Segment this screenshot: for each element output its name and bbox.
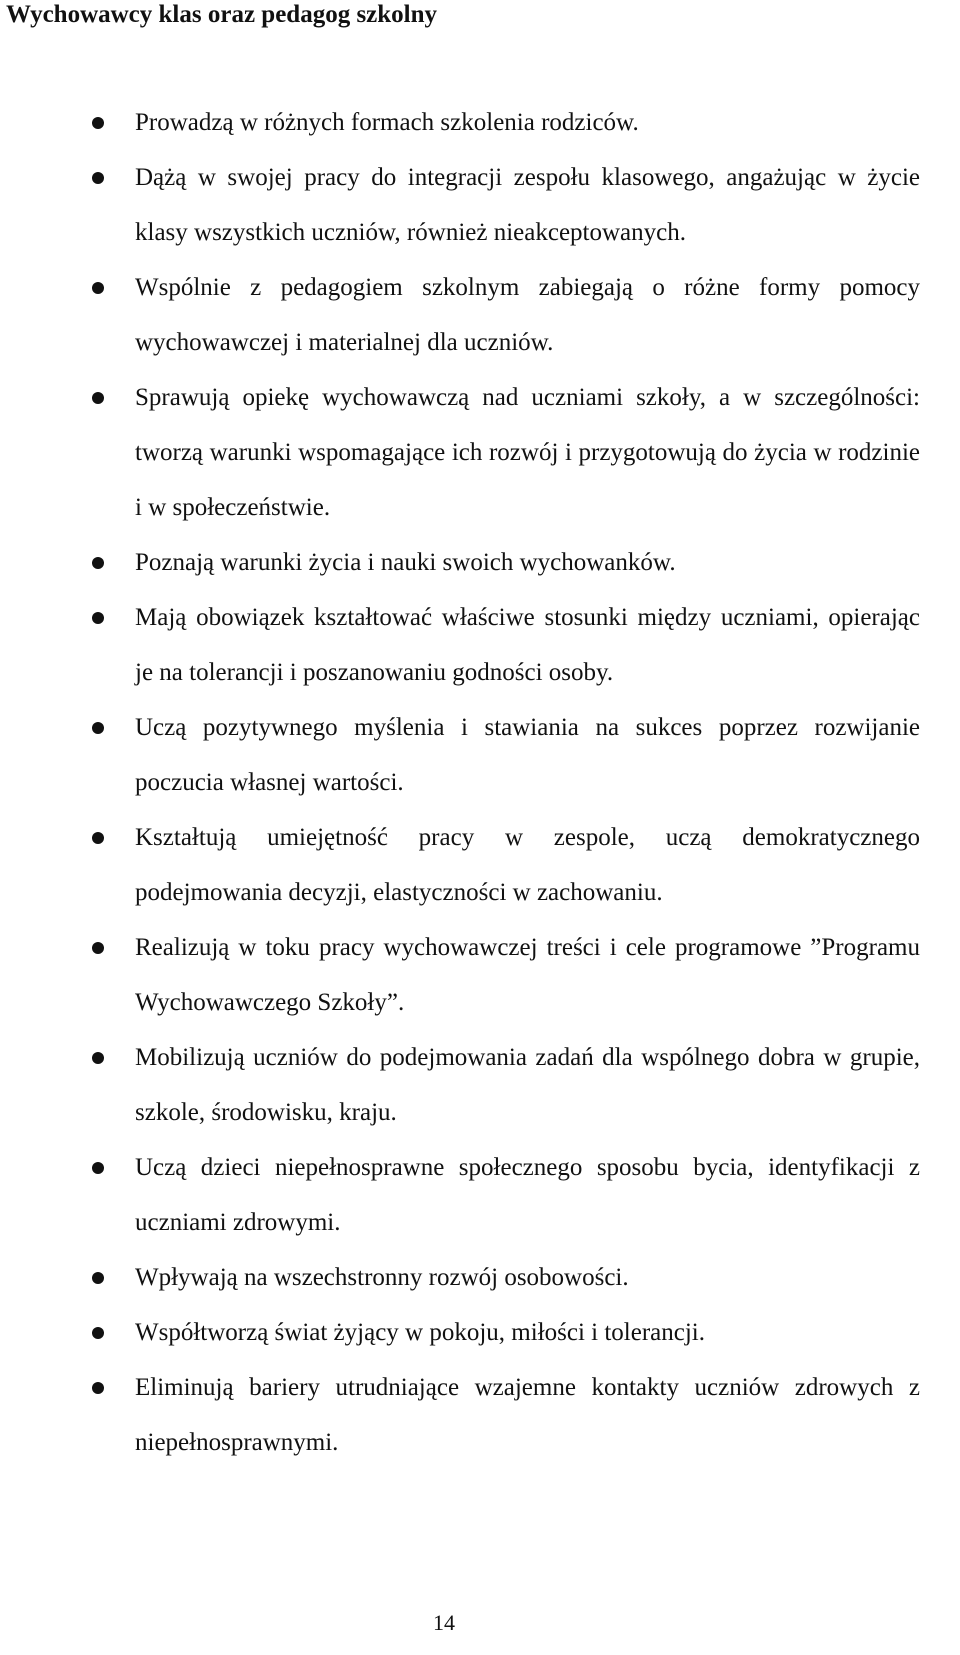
list-item [0, 1305, 960, 1360]
list-item [0, 700, 960, 810]
list-item [0, 260, 960, 370]
list-item-text: Mają obowiązek kształtować właściwe stosunki między uczniami, opierając je na tolerancji i poszanowaniu godności osoby. [135, 604, 920, 686]
bullet-icon [92, 557, 104, 569]
list-item [0, 1140, 960, 1250]
bullet-icon [92, 117, 104, 129]
list-item-text: Realizują w toku pracy wychowawczej treści i cele programowe ”Programu Wychowawczego Szkoły”. [135, 934, 920, 1016]
section-heading: Wychowawcy klas oraz pedagog szkolny [6, 1, 438, 28]
list-item-text: Kształtują umiejętność pracy w zespole, uczą demokratycznego podejmowania decyzji, elastyczności w zachowaniu. [135, 824, 920, 906]
list-item [0, 920, 960, 1030]
list-item [0, 1360, 960, 1470]
list-item [0, 590, 960, 700]
bullet-icon [92, 722, 104, 734]
bullet-icon [92, 1052, 104, 1064]
bullet-icon [92, 1272, 104, 1284]
list-item-text: Wpływają na wszechstronny rozwój osobowości. [135, 1264, 629, 1291]
list-item [0, 370, 960, 535]
list-item-text: Prowadzą w różnych formach szkolenia rodziców. [135, 109, 639, 136]
page-number: 14 [433, 1610, 455, 1635]
bullet-icon [92, 1162, 104, 1174]
bullet-icon [92, 172, 104, 184]
list-item [0, 1250, 960, 1305]
list-item [0, 95, 960, 150]
bullet-icon [92, 1327, 104, 1339]
list-item-text: Uczą pozytywnego myślenia i stawiania na sukces poprzez rozwijanie poczucia własnej wartości. [135, 714, 920, 796]
list-item [0, 1030, 960, 1140]
list-item-text: Dążą w swojej pracy do integracji zespołu klasowego, angażując w życie klasy wszystkich uczniów, również nieakceptowanych. [135, 164, 920, 246]
bullet-icon [92, 1382, 104, 1394]
list-item-text: Eliminują bariery utrudniające wzajemne kontakty uczniów zdrowych z niepełnosprawnymi. [135, 1374, 920, 1456]
list-item-text: Uczą dzieci niepełnosprawne społecznego sposobu bycia, identyfikacji z uczniami zdrowymi. [135, 1154, 920, 1236]
list-item-text: Sprawują opiekę wychowawczą nad uczniami szkoły, a w szczególności: tworzą warunki wspomagające ich rozwój i przygotowują do życia w rodzinie i w społeczeństwie. [135, 384, 920, 521]
bullet-icon [92, 392, 104, 404]
list-item-text: Współtworzą świat żyjący w pokoju, miłości i tolerancji. [135, 1319, 705, 1346]
list-item-text: Wspólnie z pedagogiem szkolnym zabiegają o różne formy pomocy wychowawczej i materialnej dla uczniów. [135, 274, 920, 356]
bullet-list [0, 95, 960, 1470]
list-item [0, 150, 960, 260]
list-item [0, 535, 960, 590]
bullet-icon [92, 832, 104, 844]
bullet-icon [92, 612, 104, 624]
bullet-icon [92, 942, 104, 954]
bullet-icon [92, 282, 104, 294]
list-item-text: Mobilizują uczniów do podejmowania zadań dla wspólnego dobra w grupie, szkole, środowisku, kraju. [135, 1044, 920, 1126]
list-item-text: Poznają warunki życia i nauki swoich wychowanków. [135, 549, 676, 576]
list-item [0, 810, 960, 920]
